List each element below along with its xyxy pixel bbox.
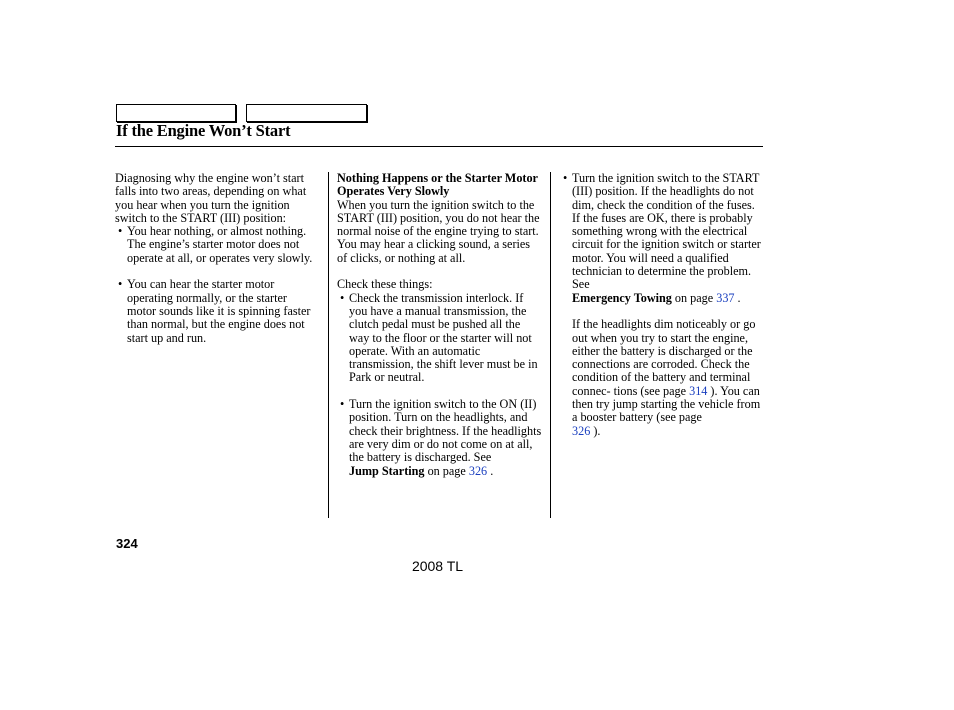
list-item: [337, 398, 543, 478]
period: .: [490, 463, 494, 478]
paragraph-text: ). You can then try jump starting the vehicle from a booster battery (see page: [572, 383, 761, 425]
column-2: [337, 172, 543, 478]
column-1: [115, 172, 319, 345]
footer-model: 2008 TL: [411, 558, 464, 574]
list-item: • You can hear the starter motor operating normally, or the starter motor sounds like it is spinning faster than normal, but the engine does not start up and run.: [115, 278, 319, 344]
section-heading: Nothing Happens or the Starter Motor Operates Very Slowly: [337, 171, 538, 199]
page-title: If the Engine Won’t Start: [116, 121, 291, 140]
paragraph: [560, 318, 763, 438]
page-number: 324: [116, 536, 138, 551]
page-link-337[interactable]: 337: [716, 290, 735, 305]
intro-paragraph: Diagnosing why the engine won’t start falls into two areas, depending on what you hear when you turn the ignition switch to the START (III) position:: [115, 171, 307, 225]
jump-starting-ref: Jump Starting: [349, 463, 425, 478]
paragraph: When you turn the ignition switch to the START (III) position, you do not hear the normal noise of the engine trying to start. You may hear a clicking sound, a series of clicks, or nothing at all.: [337, 197, 540, 265]
bullet-text: Turn the ignition switch to the ON (II) position. Turn on the headlights, and check their brightness. If the headlights are very dim or do not come on at all, the battery is discharged. See: [349, 397, 542, 465]
column-3: [560, 172, 763, 438]
page-link-314[interactable]: 314: [689, 383, 708, 398]
nav-button-right[interactable]: [246, 104, 367, 122]
page-link-326[interactable]: 326: [572, 423, 591, 438]
page-link-326[interactable]: 326: [468, 463, 488, 478]
nav-button-left[interactable]: [116, 104, 236, 122]
column-divider: [328, 172, 329, 518]
emergency-towing-ref: Emergency Towing: [572, 290, 672, 305]
on-page-text: on page: [427, 463, 466, 478]
on-page-text: on page: [674, 290, 714, 305]
check-label: Check these things:: [337, 277, 433, 292]
column-divider: [550, 172, 551, 518]
list-item: • Check the transmission interlock. If you have a manual transmission, the clutch pedal must be pushed all the way to the floor or the starter will not operate. With an automatic transmission, the shift lever must be in Park or neutral.: [337, 292, 543, 385]
paragraph-text: If the headlights dim noticeably or go out when you try to start the engine, either the battery is discharged or the connections are corroded. Check the condition of the battery and terminal connec- tions (see page: [572, 317, 756, 398]
title-rule: [115, 146, 763, 147]
bullet-text: Turn the ignition switch to the START (III) position. If the headlights do not dim, check the condition of the fuses. If the fuses are OK, there is probably something wrong with the electrical circuit for the ignition switch or starter motor. You will need a qualified technician to determine the problem. See: [572, 171, 761, 292]
list-item: [560, 172, 763, 305]
list-item: • You hear nothing, or almost nothing. The engine’s starter motor does not operate at all, or operates very slowly.: [115, 225, 319, 265]
paragraph-text: ).: [593, 423, 601, 438]
period: .: [737, 290, 741, 305]
